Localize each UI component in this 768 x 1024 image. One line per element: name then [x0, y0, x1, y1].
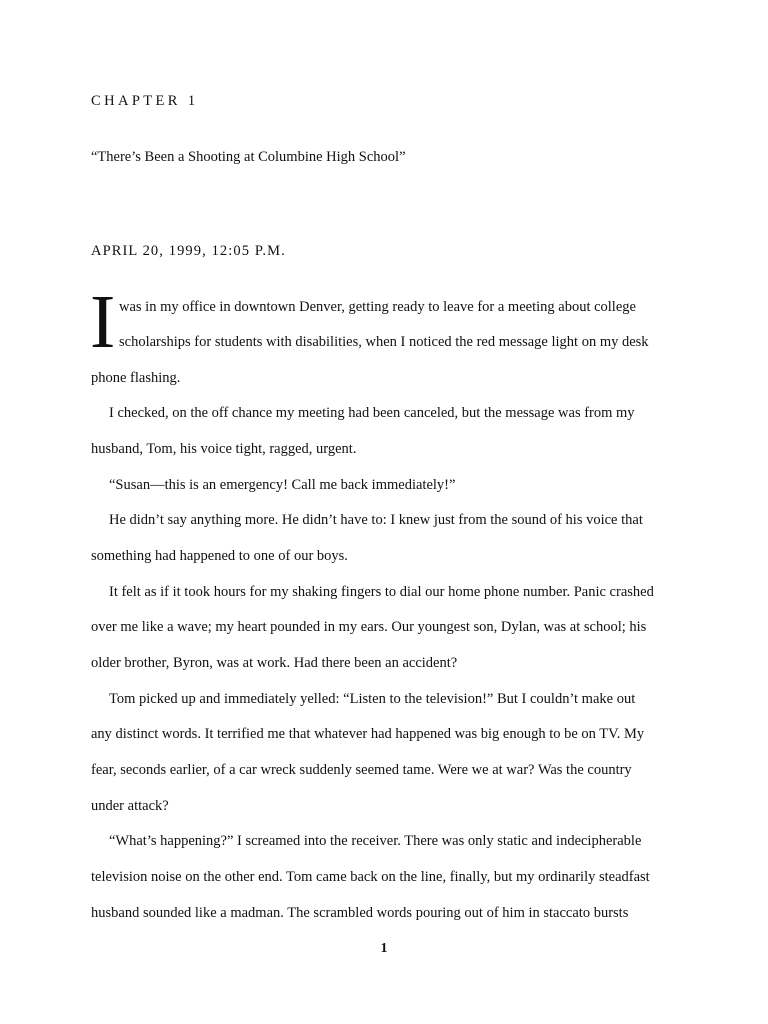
text-line: husband sounded like a madman. The scrambled words pouring out of him in staccato bursts [91, 905, 629, 921]
drop-cap: I [90, 280, 116, 364]
text-line: scholarships for students with disabilities, when I noticed the red message light on my desk [119, 334, 649, 350]
text-line: He didn’t say anything more. He didn’t have to: I knew just from the sound of his voice that [109, 512, 643, 528]
dateline: APRIL 20, 1999, 12:05 P.M. [91, 243, 286, 259]
text-line: any distinct words. It terrified me that whatever had happened was big enough to be on TV. My [91, 726, 645, 742]
text-line: under attack? [91, 798, 169, 814]
text-line: I checked, on the off chance my meeting had been canceled, but the message was from my [109, 405, 635, 421]
chapter-label: CHAPTER 1 [91, 93, 199, 109]
text-line: “Susan—this is an emergency! Call me back immediately!” [109, 477, 456, 493]
text-line: television noise on the other end. Tom came back on the line, finally, but my ordinarily steadfast [91, 869, 650, 885]
text-line: fear, seconds earlier, of a car wreck suddenly seemed tame. Were we at war? Was the country [91, 762, 632, 778]
text-line: was in my office in downtown Denver, getting ready to leave for a meeting about college [119, 299, 636, 315]
text-line: “What’s happening?” I screamed into the receiver. There was only static and indecipherable [109, 833, 642, 849]
text-line: older brother, Byron, was at work. Had there been an accident? [91, 655, 458, 671]
chapter-title: “There’s Been a Shooting at Columbine High School” [91, 149, 406, 165]
text-line: something had happened to one of our boys. [91, 548, 348, 564]
text-line: phone flashing. [91, 370, 181, 386]
page-number: 1 [380, 941, 388, 956]
text-line: husband, Tom, his voice tight, ragged, urgent. [91, 441, 357, 457]
text-line: Tom picked up and immediately yelled: “Listen to the television!” But I couldn’t make out [109, 691, 636, 707]
text-line: It felt as if it took hours for my shaking fingers to dial our home phone number. Panic crashed [109, 584, 654, 600]
text-line: over me like a wave; my heart pounded in my ears. Our youngest son, Dylan, was at school; his [91, 619, 647, 635]
